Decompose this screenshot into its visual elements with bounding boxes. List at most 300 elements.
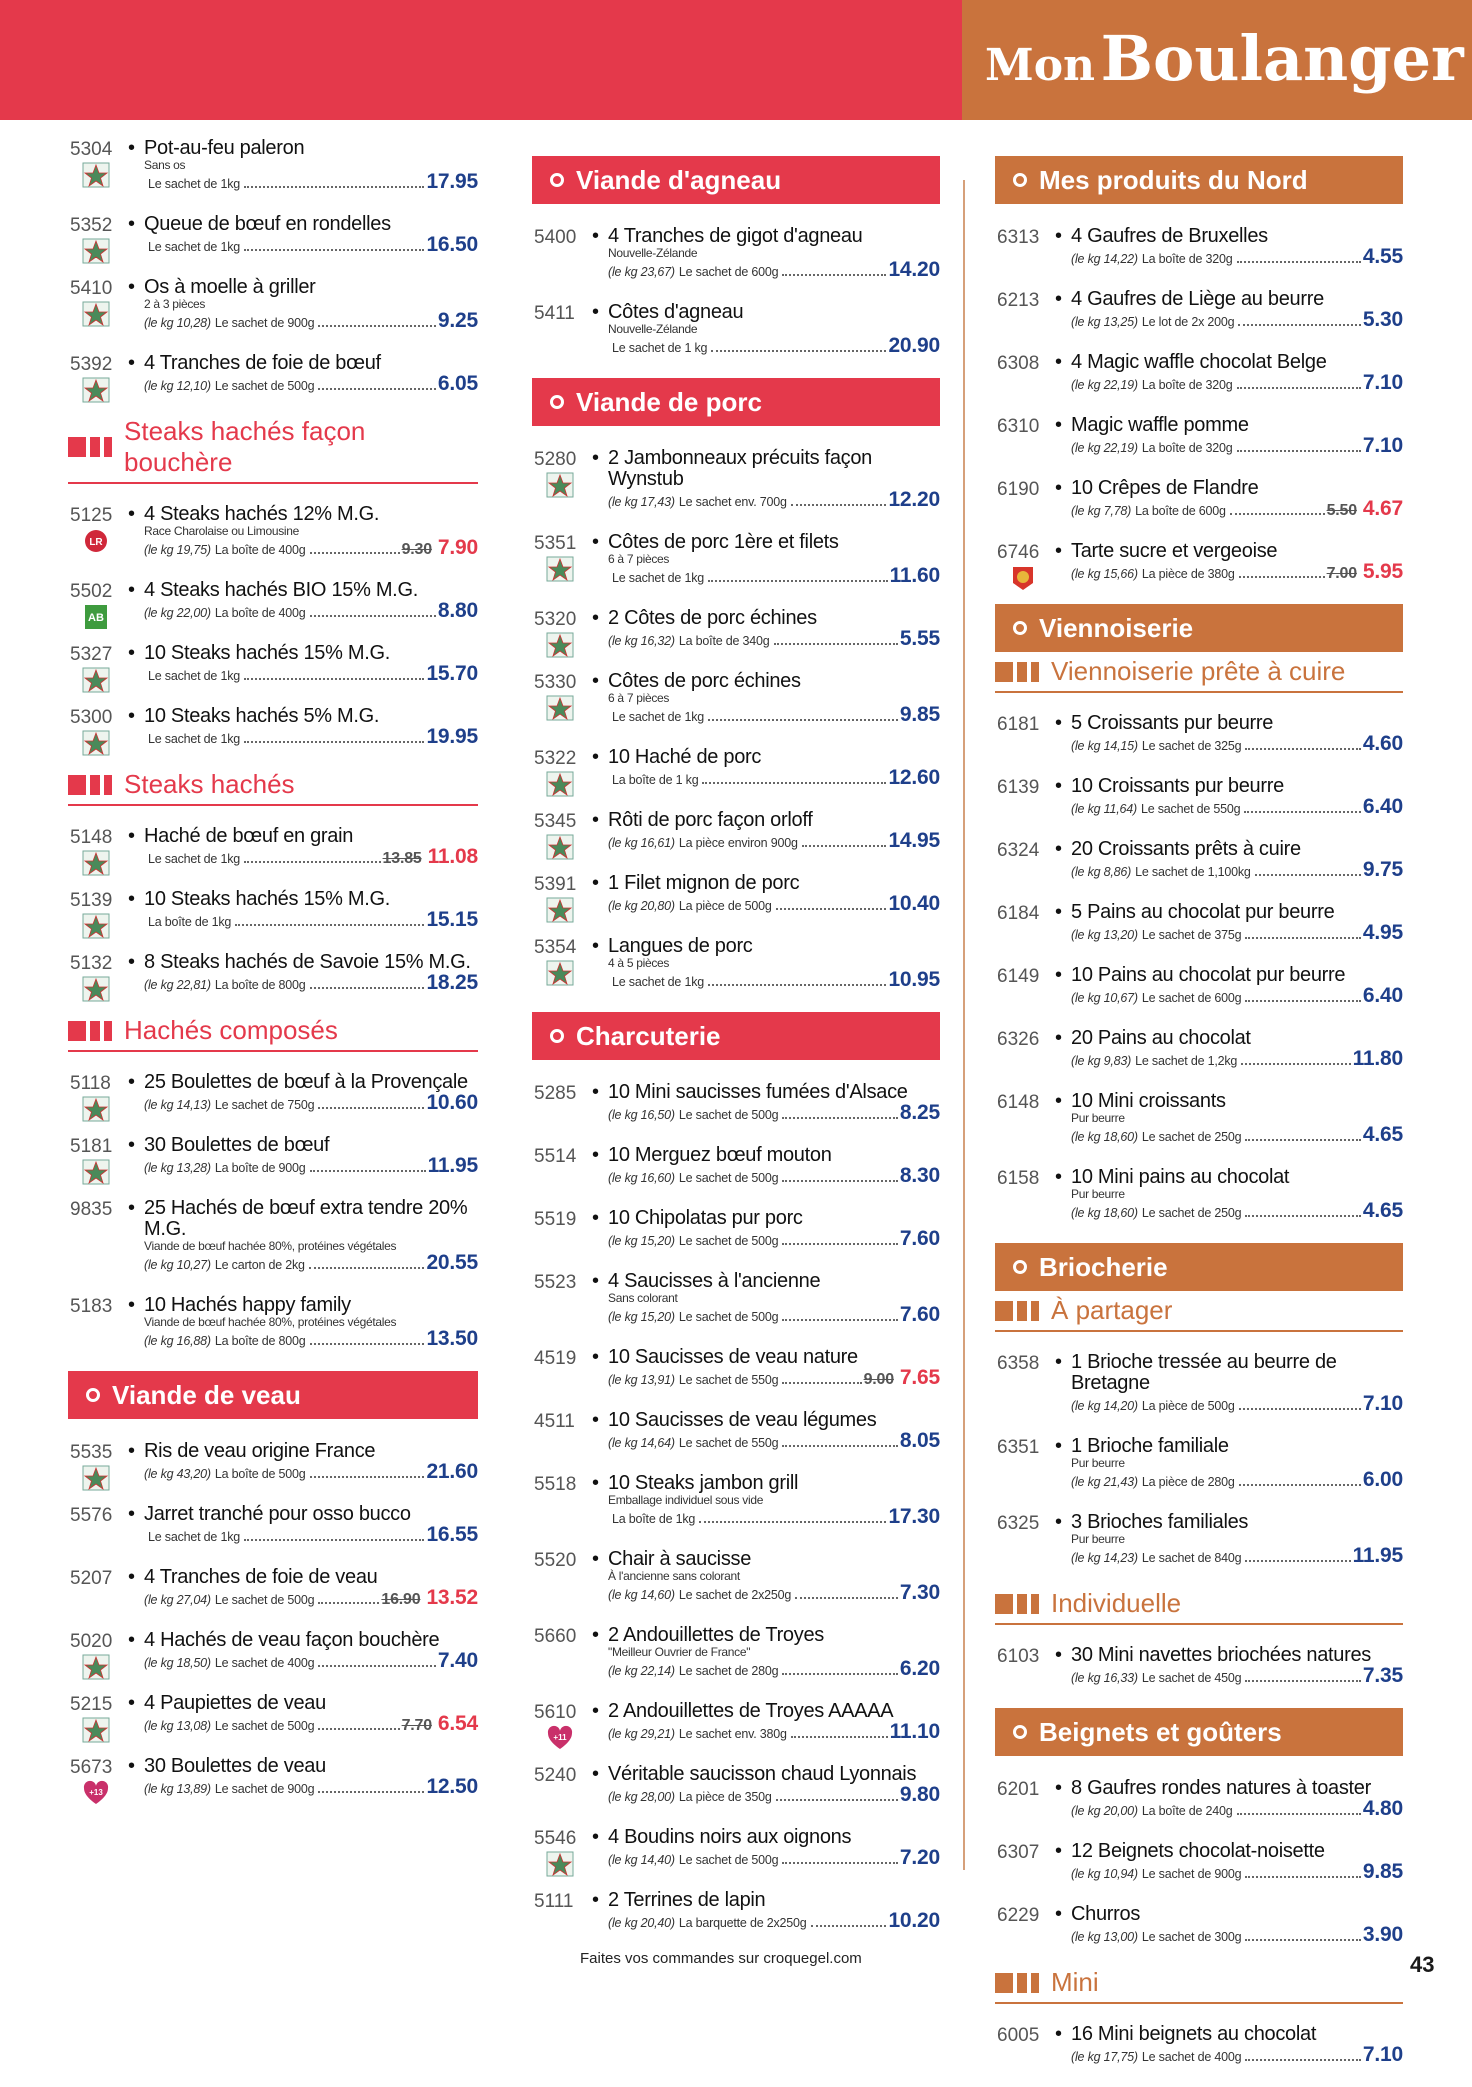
bullet-icon: • xyxy=(128,888,135,910)
price: 4.65 xyxy=(1362,1199,1403,1222)
list-steaks-haches xyxy=(68,826,478,995)
product-item[interactable] xyxy=(68,643,478,686)
pack-size: La boîte de 800g xyxy=(214,978,306,992)
product-note: Sans os xyxy=(144,158,186,172)
price: 5.55 xyxy=(899,627,940,650)
pack-size: La pièce de 500g xyxy=(678,899,772,913)
product-code: 5352 xyxy=(70,215,113,236)
bullet-icon: • xyxy=(592,1270,599,1292)
product-name: 4 Steaks hachés 12% M.G. xyxy=(144,503,380,525)
dot-leader xyxy=(310,987,425,989)
price: 7.30 xyxy=(899,1581,940,1604)
dot-leader xyxy=(802,845,887,847)
product-name: Chair à saucisse xyxy=(608,1548,752,1570)
dot-leader xyxy=(1237,387,1361,389)
price: 11.95 xyxy=(1352,1544,1403,1567)
bullet-icon: • xyxy=(1055,1090,1062,1112)
pack-size: La pièce de 380g xyxy=(1141,567,1235,581)
product-code: 5118 xyxy=(70,1073,111,1094)
product-name-row xyxy=(592,670,940,692)
product-item[interactable] xyxy=(995,226,1403,269)
bullet-icon: • xyxy=(1055,1027,1062,1049)
product-item[interactable] xyxy=(995,1167,1403,1223)
product-details xyxy=(1071,436,1403,458)
dot-leader xyxy=(811,1925,887,1927)
dot-leader xyxy=(1245,1939,1361,1941)
product-name-row xyxy=(592,1826,940,1848)
product-name-row xyxy=(592,935,940,957)
product-name-row xyxy=(128,1294,478,1316)
unit-price: (le kg 17,43) xyxy=(608,495,675,509)
price: 16.50 xyxy=(426,233,478,256)
unit-price: (le kg 43,20) xyxy=(144,1467,211,1481)
section-beignets xyxy=(995,1708,1403,1756)
section-title: Beignets et goûters xyxy=(1039,1716,1282,1747)
price: 9.85 xyxy=(899,703,940,726)
bullet-icon: • xyxy=(1055,838,1062,860)
dot-leader xyxy=(782,1382,861,1384)
product-item[interactable] xyxy=(532,1208,940,1251)
product-item[interactable] xyxy=(995,1904,1403,1947)
product-details xyxy=(608,260,940,282)
star-icon xyxy=(546,834,574,860)
product-item[interactable] xyxy=(532,1827,940,1870)
product-item[interactable] xyxy=(532,608,940,651)
bullet-icon: • xyxy=(1055,1644,1062,1666)
product-item[interactable] xyxy=(68,580,478,623)
product-code: 5300 xyxy=(70,707,113,728)
subsection-steaks-boucher xyxy=(68,416,478,484)
product-details xyxy=(144,538,478,560)
bullet-icon: • xyxy=(1055,2023,1062,2045)
bars-icon xyxy=(995,1973,1043,1993)
price: 20.55 xyxy=(426,1251,478,1274)
price: 7.60 xyxy=(899,1227,940,1250)
unit-price: (le kg 13,91) xyxy=(608,1373,675,1387)
list-haches-composes xyxy=(68,1072,478,1351)
product-item[interactable] xyxy=(995,1841,1403,1884)
unit-price: (le kg 15,20) xyxy=(608,1310,675,1324)
price: 3.90 xyxy=(1362,1923,1403,1946)
product-item[interactable] xyxy=(68,1630,478,1673)
unit-price: (le kg 14,60) xyxy=(608,1588,675,1602)
product-item[interactable] xyxy=(995,478,1403,521)
unit-price: (le kg 10,27) xyxy=(144,1258,211,1272)
product-item[interactable] xyxy=(995,541,1403,584)
product-details xyxy=(608,894,940,916)
product-item[interactable] xyxy=(68,826,478,869)
dot-leader xyxy=(318,388,436,390)
product-item[interactable] xyxy=(68,504,478,560)
pack-size: Le sachet de 900g xyxy=(214,1782,315,1796)
product-name-row xyxy=(592,872,940,894)
product-item[interactable] xyxy=(532,1145,940,1188)
bullet-icon: • xyxy=(592,1409,599,1431)
product-item[interactable] xyxy=(68,1567,478,1610)
product-code: 6148 xyxy=(997,1092,1040,1113)
product-details xyxy=(608,768,940,790)
product-name-row xyxy=(1055,540,1403,562)
product-code: 6139 xyxy=(997,777,1040,798)
product-item[interactable] xyxy=(995,965,1403,1008)
product-item[interactable] xyxy=(532,1271,940,1327)
product-item[interactable] xyxy=(995,2024,1403,2067)
pack-size: Le sachet de 500g xyxy=(678,1853,779,1867)
pack-size: Le sachet de 600g xyxy=(1141,991,1242,1005)
subsection-mini xyxy=(995,1967,1403,2004)
bullet-icon: • xyxy=(1055,1166,1062,1188)
dot-leader xyxy=(774,643,898,645)
product-item[interactable] xyxy=(68,1072,478,1115)
pack-size: La boîte de 400g xyxy=(214,543,306,557)
product-name-row xyxy=(128,951,478,973)
product-item[interactable] xyxy=(995,1436,1403,1492)
bullet-icon: • xyxy=(1055,1777,1062,1799)
unit-price: (le kg 16,32) xyxy=(608,634,675,648)
dot-leader xyxy=(244,861,381,863)
price: 8.25 xyxy=(899,1101,940,1124)
pack-size: Le sachet de 500g xyxy=(678,1310,779,1324)
product-name-row xyxy=(128,1440,478,1462)
product-item[interactable] xyxy=(995,1028,1403,1071)
product-code: 6158 xyxy=(997,1168,1040,1189)
product-item[interactable] xyxy=(532,873,940,916)
unit-price: (le kg 20,80) xyxy=(608,899,675,913)
unit-price: (le kg 19,75) xyxy=(144,543,211,557)
bullet-icon: • xyxy=(592,1700,599,1722)
product-name: 2 Côtes de porc échines xyxy=(608,607,817,629)
product-name-row xyxy=(1055,1351,1403,1394)
product-details xyxy=(1071,1125,1403,1147)
product-details xyxy=(608,1166,940,1188)
product-name: 10 Croissants pur beurre xyxy=(1071,775,1284,797)
product-name-row xyxy=(592,301,940,323)
bullet-icon: • xyxy=(128,1503,135,1525)
unit-price: (le kg 22,19) xyxy=(1071,378,1138,392)
product-name: 16 Mini beignets au chocolat xyxy=(1071,2023,1317,2045)
bullet-icon: • xyxy=(1055,288,1062,310)
product-details xyxy=(144,1714,478,1736)
product-code: 6005 xyxy=(997,2025,1040,2046)
product-item[interactable] xyxy=(532,1890,940,1933)
bullet-icon: • xyxy=(128,642,135,664)
dot-leader xyxy=(318,1665,436,1667)
product-item[interactable] xyxy=(68,138,478,194)
product-name-row xyxy=(128,1692,478,1714)
product-item[interactable] xyxy=(995,1091,1403,1147)
pack-size: Le sachet de 600g xyxy=(678,265,779,279)
product-details xyxy=(608,831,940,853)
product-name-row xyxy=(592,607,940,629)
product-name: 4 Gaufres de Bruxelles xyxy=(1071,225,1268,247)
pack-size: Le sachet de 375g xyxy=(1141,928,1242,942)
dot-leader xyxy=(235,924,424,926)
pack-size: Le sachet de 1 kg xyxy=(612,341,708,355)
product-note: Race Charolaise ou Limousine xyxy=(144,524,300,538)
pack-size: Le sachet de 500g xyxy=(214,379,315,393)
product-item[interactable] xyxy=(995,1645,1403,1688)
product-item[interactable] xyxy=(68,277,478,333)
product-note: Viande de bœuf hachée 80%, protéines végétales xyxy=(144,1239,397,1253)
product-item[interactable] xyxy=(68,706,478,749)
product-code: 5020 xyxy=(70,1631,113,1652)
product-code: 5546 xyxy=(534,1828,577,1849)
pack-size: La boîte de 900g xyxy=(214,1161,306,1175)
product-item[interactable] xyxy=(995,776,1403,819)
price: 10.95 xyxy=(888,968,940,991)
unit-price: (le kg 16,88) xyxy=(144,1334,211,1348)
dot-leader xyxy=(309,1267,425,1269)
product-note: Pur beurre xyxy=(1071,1187,1125,1201)
product-item[interactable] xyxy=(995,1778,1403,1821)
unit-price: (le kg 10,94) xyxy=(1071,1867,1138,1881)
product-code: 5183 xyxy=(70,1296,113,1317)
product-code: 6149 xyxy=(997,966,1040,987)
price: 7.35 xyxy=(1362,1664,1403,1687)
pack-size: Le sachet de 500g xyxy=(678,1108,779,1122)
list-charcuterie xyxy=(532,1082,940,1933)
product-code: 5514 xyxy=(534,1146,577,1167)
product-item[interactable] xyxy=(68,353,478,396)
bullet-icon: • xyxy=(1055,540,1062,562)
product-name: 5 Pains au chocolat pur beurre xyxy=(1071,901,1335,923)
price: 7.40 xyxy=(437,1649,478,1672)
product-item[interactable] xyxy=(995,713,1403,756)
product-item[interactable] xyxy=(532,1764,940,1807)
product-item[interactable] xyxy=(68,1504,478,1547)
product-name-row xyxy=(128,1197,478,1240)
product-item[interactable] xyxy=(532,1410,940,1453)
list-partager xyxy=(995,1352,1403,1568)
product-name-row xyxy=(128,1755,478,1777)
price: 17.30 xyxy=(888,1505,940,1528)
unit-price: (le kg 16,60) xyxy=(608,1171,675,1185)
list-individuelle xyxy=(995,1645,1403,1688)
unit-price: (le kg 22,14) xyxy=(608,1664,675,1678)
unit-price: (le kg 18,60) xyxy=(1071,1130,1138,1144)
bullet-icon: • xyxy=(592,1624,599,1646)
product-code: 6313 xyxy=(997,227,1040,248)
unit-price: (le kg 29,21) xyxy=(608,1727,675,1741)
product-item[interactable] xyxy=(532,810,940,853)
bullet-icon: • xyxy=(128,1692,135,1714)
subsection-title: Mini xyxy=(1051,1967,1099,1997)
product-item[interactable] xyxy=(532,1549,940,1605)
product-item[interactable] xyxy=(68,1441,478,1484)
plus-badge-icon xyxy=(82,1780,110,1806)
product-name: 2 Jambonneaux précuits façon Wynstub xyxy=(608,447,872,490)
product-details xyxy=(1071,797,1403,819)
product-item[interactable] xyxy=(532,1701,940,1744)
product-item[interactable] xyxy=(68,1135,478,1178)
product-item[interactable] xyxy=(68,952,478,995)
dot-leader xyxy=(1237,261,1361,263)
bullet-icon: • xyxy=(128,1566,135,1588)
bars-icon xyxy=(995,1594,1043,1614)
product-name: 10 Steaks hachés 15% M.G. xyxy=(144,642,390,664)
product-item[interactable] xyxy=(68,1693,478,1736)
product-item[interactable] xyxy=(995,1512,1403,1568)
star-icon xyxy=(546,556,574,582)
product-item[interactable] xyxy=(532,1082,940,1125)
price: 4.65 xyxy=(1362,1123,1403,1146)
product-name-row xyxy=(592,1548,940,1570)
bullet-icon: • xyxy=(592,1207,599,1229)
svg-text:LR: LR xyxy=(89,537,103,548)
product-name-row xyxy=(1055,1027,1403,1049)
product-name-row xyxy=(1055,477,1403,499)
product-code: 5391 xyxy=(534,874,577,895)
circle-icon xyxy=(550,395,564,409)
product-details xyxy=(608,1722,940,1744)
bullet-icon: • xyxy=(128,213,135,235)
product-item[interactable] xyxy=(995,1352,1403,1416)
section-viande-veau xyxy=(68,1371,478,1419)
price: 14.20 xyxy=(888,258,940,281)
star-icon xyxy=(82,730,110,756)
bullet-icon: • xyxy=(592,531,599,553)
pack-size: Le sachet de 250g xyxy=(1141,1130,1242,1144)
product-details xyxy=(608,1103,940,1125)
circle-icon xyxy=(550,173,564,187)
product-code: 6307 xyxy=(997,1842,1040,1863)
product-name-row xyxy=(1055,838,1403,860)
product-name-row xyxy=(128,352,478,374)
pack-size: Le sachet de 400g xyxy=(1141,2050,1242,2064)
product-item[interactable] xyxy=(995,902,1403,945)
star-icon xyxy=(546,695,574,721)
product-item[interactable] xyxy=(532,747,940,790)
product-item[interactable] xyxy=(995,839,1403,882)
bullet-icon: • xyxy=(592,809,599,831)
dot-leader xyxy=(1237,450,1361,452)
product-name-row xyxy=(592,1081,940,1103)
product-code: 5523 xyxy=(534,1272,577,1293)
pack-size: Le sachet de 1kg xyxy=(148,177,241,191)
dot-leader xyxy=(244,678,424,680)
product-name-row xyxy=(128,705,478,727)
bullet-icon: • xyxy=(592,935,599,957)
product-details xyxy=(1071,373,1403,395)
subsection-haches-composes xyxy=(68,1015,478,1052)
pack-size: La boîte de 1kg xyxy=(148,915,232,929)
dot-leader xyxy=(1245,937,1361,939)
product-item[interactable] xyxy=(532,1347,940,1390)
list-steaks-boucher xyxy=(68,504,478,749)
dot-leader xyxy=(1238,324,1361,326)
product-item[interactable] xyxy=(68,1756,478,1799)
product-code: 5351 xyxy=(534,533,577,554)
subsection-title: Hachés composés xyxy=(124,1015,338,1045)
section-title: Viennoiserie xyxy=(1039,612,1194,643)
product-name: 10 Merguez bœuf mouton xyxy=(608,1144,832,1166)
product-code: 5148 xyxy=(70,827,113,848)
product-item[interactable] xyxy=(532,302,940,358)
product-name: 4 Saucisses à l'ancienne xyxy=(608,1270,821,1292)
product-item[interactable] xyxy=(995,415,1403,458)
product-name-row xyxy=(1055,775,1403,797)
product-name: 4 Paupiettes de veau xyxy=(144,1692,326,1714)
bullet-icon: • xyxy=(592,301,599,323)
section-briocherie xyxy=(995,1243,1403,1291)
pack-size: Le sachet de 2x250g xyxy=(678,1588,792,1602)
product-code: 9835 xyxy=(70,1199,113,1220)
dot-leader xyxy=(708,719,898,721)
old-price: 7.70 xyxy=(401,1717,432,1734)
product-item[interactable] xyxy=(532,1625,940,1681)
bullet-icon: • xyxy=(128,352,135,374)
product-note: "Meilleur Ouvrier de France" xyxy=(608,1645,751,1659)
pack-size: Le sachet de 750g xyxy=(214,1098,315,1112)
star-icon xyxy=(82,850,110,876)
product-item[interactable] xyxy=(995,352,1403,395)
product-code: 6310 xyxy=(997,416,1040,437)
price: 11.95 xyxy=(427,1154,478,1177)
product-name-row xyxy=(592,1207,940,1229)
unit-price: (le kg 8,86) xyxy=(1071,865,1132,879)
product-name-row xyxy=(1055,351,1403,373)
column-left xyxy=(68,138,478,1819)
bullet-icon: • xyxy=(128,137,135,159)
dot-leader xyxy=(776,1799,898,1801)
product-name-row xyxy=(592,225,940,247)
product-item[interactable] xyxy=(68,1295,478,1351)
product-item[interactable] xyxy=(532,448,940,512)
bullet-icon: • xyxy=(128,1197,135,1219)
product-item[interactable] xyxy=(532,936,940,992)
product-item[interactable] xyxy=(532,226,940,282)
list-porc xyxy=(532,448,940,992)
product-note: Nouvelle-Zélande xyxy=(608,246,698,260)
pack-size: Le sachet de 1kg xyxy=(148,1530,241,1544)
dot-leader xyxy=(782,1180,898,1182)
label-rouge-icon xyxy=(82,528,110,554)
product-item[interactable] xyxy=(68,214,478,257)
product-item[interactable] xyxy=(532,1473,940,1529)
product-name: 8 Gaufres rondes natures à toaster xyxy=(1071,1777,1371,1799)
star-icon xyxy=(546,897,574,923)
circle-icon xyxy=(550,1029,564,1043)
price: 7.10 xyxy=(1362,1392,1403,1415)
bullet-icon: • xyxy=(128,1629,135,1651)
bullet-icon: • xyxy=(128,951,135,973)
subsection-steaks-haches xyxy=(68,769,478,806)
product-name-row xyxy=(1055,288,1403,310)
product-item[interactable] xyxy=(532,532,940,588)
pack-size: Le sachet de 1kg xyxy=(612,975,705,989)
price: 10.60 xyxy=(426,1091,478,1114)
price: 7.10 xyxy=(1362,371,1403,394)
price: 4.95 xyxy=(1362,921,1403,944)
dot-leader xyxy=(702,782,886,784)
product-code: 6181 xyxy=(997,714,1040,735)
product-item[interactable] xyxy=(532,671,940,727)
unit-price: (le kg 13,00) xyxy=(1071,1930,1138,1944)
product-name: Véritable saucisson chaud Lyonnais xyxy=(608,1763,917,1785)
circle-icon xyxy=(1013,173,1027,187)
product-item[interactable] xyxy=(68,889,478,932)
product-name: 10 Chipolatas pur porc xyxy=(608,1207,803,1229)
product-item[interactable] xyxy=(68,1198,478,1275)
bullet-icon: • xyxy=(592,1346,599,1368)
product-item[interactable] xyxy=(995,289,1403,332)
pack-size: La barquette de 2x250g xyxy=(678,1916,807,1930)
unit-price: (le kg 16,50) xyxy=(608,1108,675,1122)
bullet-icon: • xyxy=(1055,1903,1062,1925)
star-icon xyxy=(82,1717,110,1743)
pack-size: Le sachet de 1kg xyxy=(612,571,705,585)
product-details xyxy=(1071,923,1403,945)
